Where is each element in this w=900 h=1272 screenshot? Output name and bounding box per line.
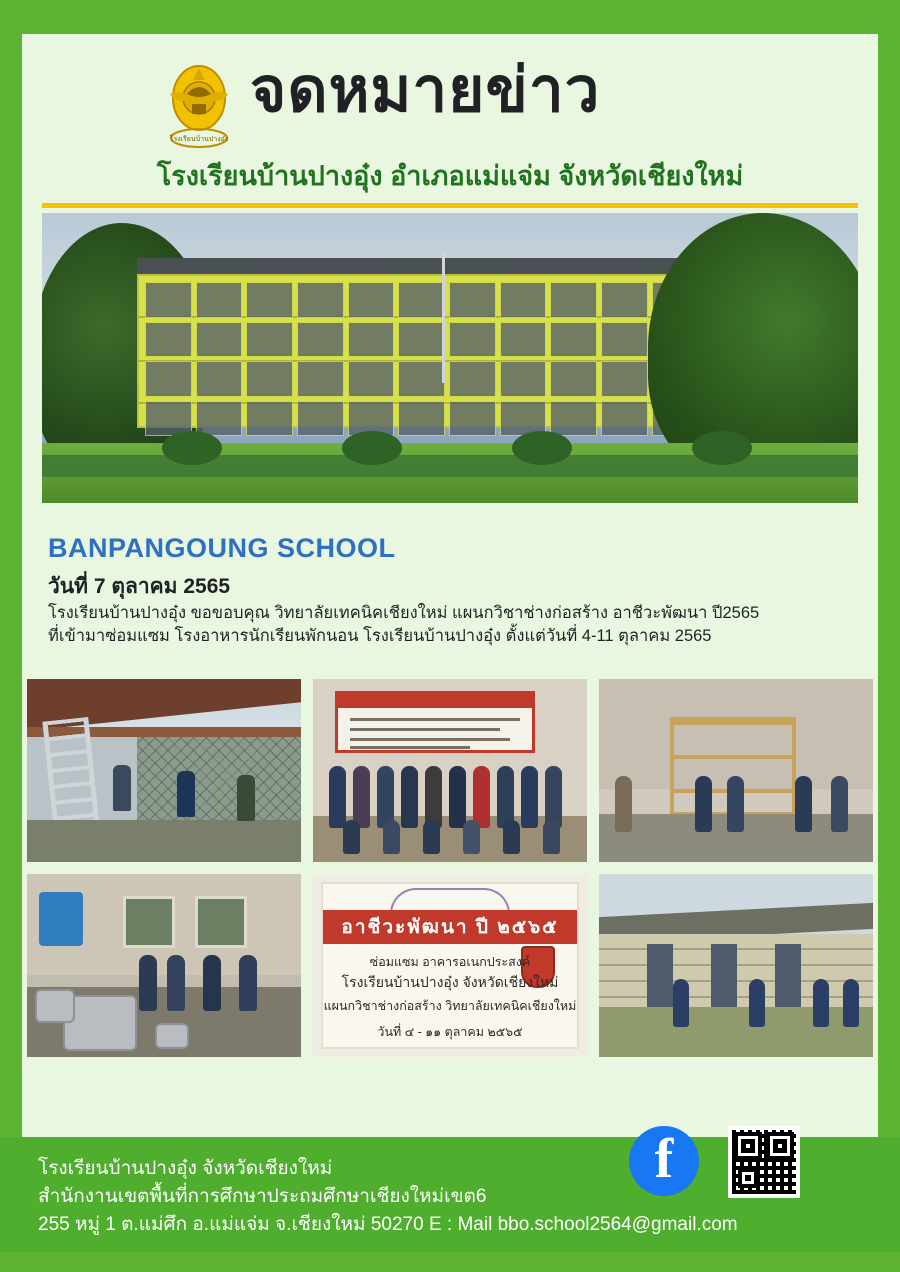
gold-divider — [42, 203, 858, 208]
photo-6 — [599, 874, 873, 1057]
hero-flag-pole — [442, 253, 445, 383]
frame-top-border — [0, 0, 900, 34]
photo-3 — [599, 679, 873, 862]
body-paragraph-line-2: ที่เข้ามาซ่อมแซม โรงอาหารนักเรียนพักนอน โรงเรียนบ้านปางอุ๋ง ตั้งแต่วันที่ 4-11 ตุลาคม 2565 — [48, 627, 712, 646]
frame-bottom-border — [0, 1252, 900, 1272]
body-paragraph — [48, 602, 848, 649]
facebook-icon[interactable]: f — [629, 1126, 699, 1196]
photo-5 — [313, 874, 587, 1057]
photo-4 — [27, 874, 301, 1057]
photo-2 — [313, 679, 587, 862]
body-paragraph-line-1: โรงเรียนบ้านปางอุ๋ง ขอขอบคุณ วิทยาลัยเทคนิคเชียงใหม่ แผนกวิชาช่างก่อสร้าง อาชีวะพัฒนา ปี2565 — [48, 604, 760, 622]
frame-right-border — [878, 0, 900, 1272]
banner-line-2: โรงเรียนบ้านปางอุ๋ง จังหวัดเชียงใหม่ — [341, 974, 559, 990]
banner-line-3: แผนกวิชาช่างก่อสร้าง วิทยาลัยเทคนิคเชียงใหม่ — [323, 999, 577, 1013]
royal-garuda-emblem-icon — [162, 54, 236, 158]
banner-title: อาชีวะพัฒนา ปี ๒๕๖๕ — [341, 917, 559, 938]
footer-line-2: สำนักงานเขตพื้นที่การศึกษาประถมศึกษาเชียงใหม่เขต6 — [38, 1186, 487, 1208]
header — [22, 44, 878, 199]
photo-grid-row-2 — [27, 874, 873, 1057]
hero-photo — [42, 213, 858, 503]
photo-2-banner — [335, 691, 535, 753]
banner-line-1: ซ่อมแซม อาคารอเนกประสงค์ — [369, 955, 531, 969]
footer-line-1: โรงเรียนบ้านปางอุ๋ง จังหวัดเชียงใหม่ — [38, 1158, 333, 1179]
page-title: จดหมายข่าว — [250, 56, 601, 125]
headline-english: BANPANGOUNG SCHOOL — [48, 533, 396, 563]
photo-grid — [27, 679, 873, 1069]
banner-line-4: วันที่ ๔ - ๑๑ ตุลาคม ๒๕๖๕ — [377, 1025, 523, 1039]
photo-grid-row-1 — [27, 679, 873, 862]
page-subtitle: โรงเรียนบ้านปางอุ๋ง อำเภอแม่แจ่ม จังหวัดเชียงใหม่ — [156, 161, 744, 191]
frame-left-border — [0, 0, 22, 1272]
photo-5-vinyl-banner — [321, 882, 579, 1049]
svg-text:โรงเรียนบ้านปางอุ๋ง: โรงเรียนบ้านปางอุ๋ง — [169, 135, 229, 143]
footer-line-3: 255 หมู่ 1 ต.แม่ศึก อ.แม่แจ่ม จ.เชียงใหม่ 50270 E : Mail bbo.school2564@gmail.com — [38, 1214, 738, 1236]
headline-date: วันที่ 7 ตุลาคม 2565 — [48, 575, 231, 598]
qr-code-icon[interactable] — [728, 1126, 800, 1198]
footer-contact — [38, 1155, 738, 1239]
photo-1 — [27, 679, 301, 862]
